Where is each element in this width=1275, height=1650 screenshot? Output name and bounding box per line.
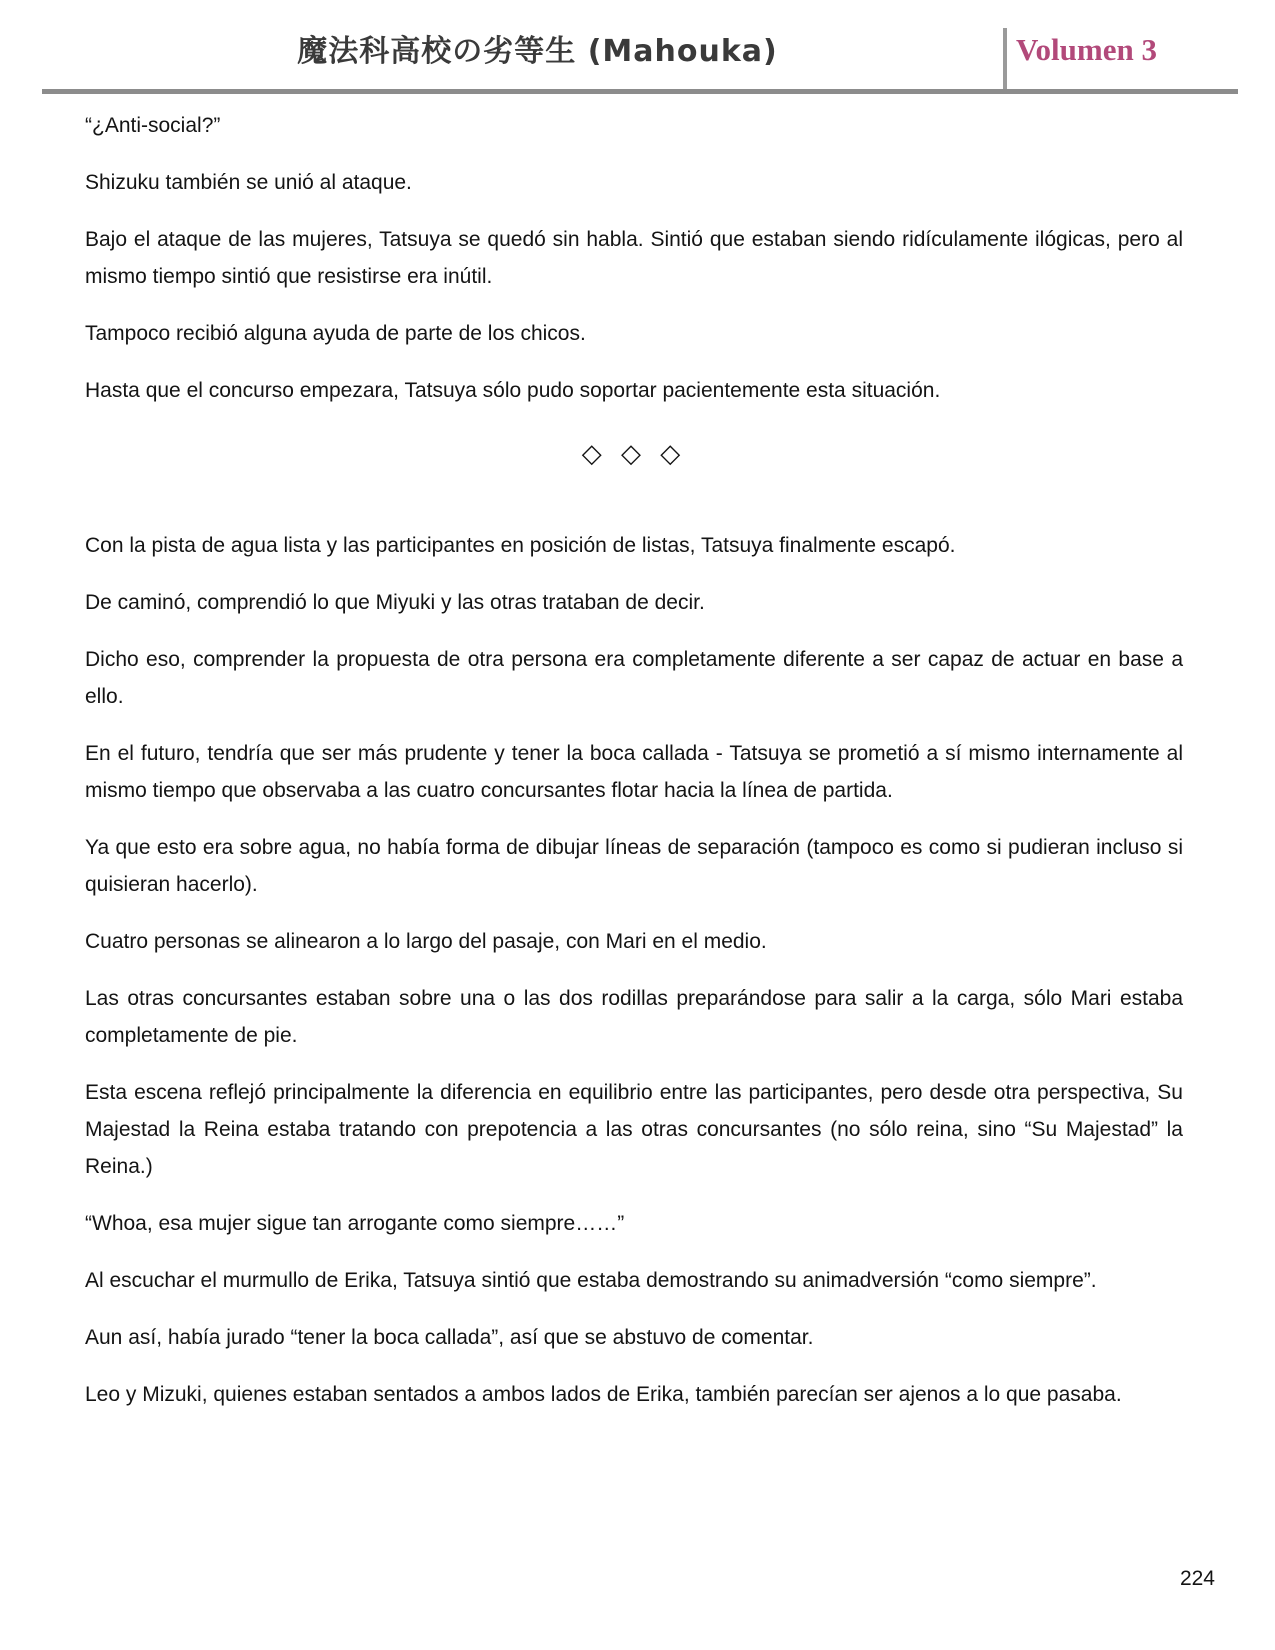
paragraph: Cuatro personas se alinearon a lo largo del pasaje, con Mari en el medio. [85,930,767,953]
paragraph: Al escuchar el murmullo de Erika, Tatsuya sintió que estaba demostrando su animadversión “como siempre”. [85,1269,1097,1292]
paragraph: Leo y Mizuki, quienes estaban sentados a ambos lados de Erika, también parecían ser ajenos a lo que pasaba. [85,1383,1122,1406]
page-header [0,0,1275,93]
body-text [85,107,1183,1433]
novel-title: 魔法科高校の劣等生 (Mahouka) [297,34,778,69]
paragraph: Las otras concursantes estaban sobre una o las dos rodillas preparándose para salir a la carga, sólo Mari estaba completamente de pie. [85,987,1183,1047]
paragraph: Hasta que el concurso empezara, Tatsuya sólo pudo soportar pacientemente esta situación. [85,379,941,402]
page-number: 224 [1179,1567,1215,1590]
paragraph: Ya que esto era sobre agua, no había forma de dibujar líneas de separación (tampoco es como si pudieran incluso si quisieran hacerlo). [85,836,1183,896]
paragraph: Tampoco recibió alguna ayuda de parte de los chicos. [85,322,586,345]
header-rule [42,89,1238,94]
paragraph: En el futuro, tendría que ser más prudente y tener la boca callada - Tatsuya se prometió a sí mismo internamente al mismo tiempo que observaba a las cuatro concursantes flotar hacia la línea de partida. [85,742,1183,802]
paragraph: Aun así, había jurado “tener la boca callada”, así que se abstuvo de comentar. [85,1326,814,1349]
paragraph: Con la pista de agua lista y las participantes en posición de listas, Tatsuya finalmente escapó. [85,534,956,557]
paragraph: Bajo el ataque de las mujeres, Tatsuya se quedó sin habla. Sintió que estaban siendo ridículamente ilógicas, pero al mismo tiempo sintió que resistirse era inútil. [85,228,1183,288]
paragraph: “¿Anti-social?” [85,114,221,137]
volume-label: Volumen 3 [1016,32,1157,67]
paragraph: Esta escena reflejó principalmente la diferencia en equilibrio entre las participantes, pero desde otra perspectiva, Su Majestad la Reina estaba tratando con prepotencia a las otras concursantes (no sólo reina, sino “Su Majestad” la Reina.) [85,1081,1183,1178]
header-vertical-divider [1003,28,1007,92]
paragraph: Dicho eso, comprender la propuesta de otra persona era completamente diferente a ser capaz de actuar en base a ello. [85,648,1183,708]
section-separator: ◇ ◇ ◇ [581,438,687,468]
paragraph: Shizuku también se unió al ataque. [85,171,412,194]
paragraph: “Whoa, esa mujer sigue tan arrogante como siempre……” [85,1212,625,1235]
paragraph: De caminó, comprendió lo que Miyuki y las otras trataban de decir. [85,591,705,614]
